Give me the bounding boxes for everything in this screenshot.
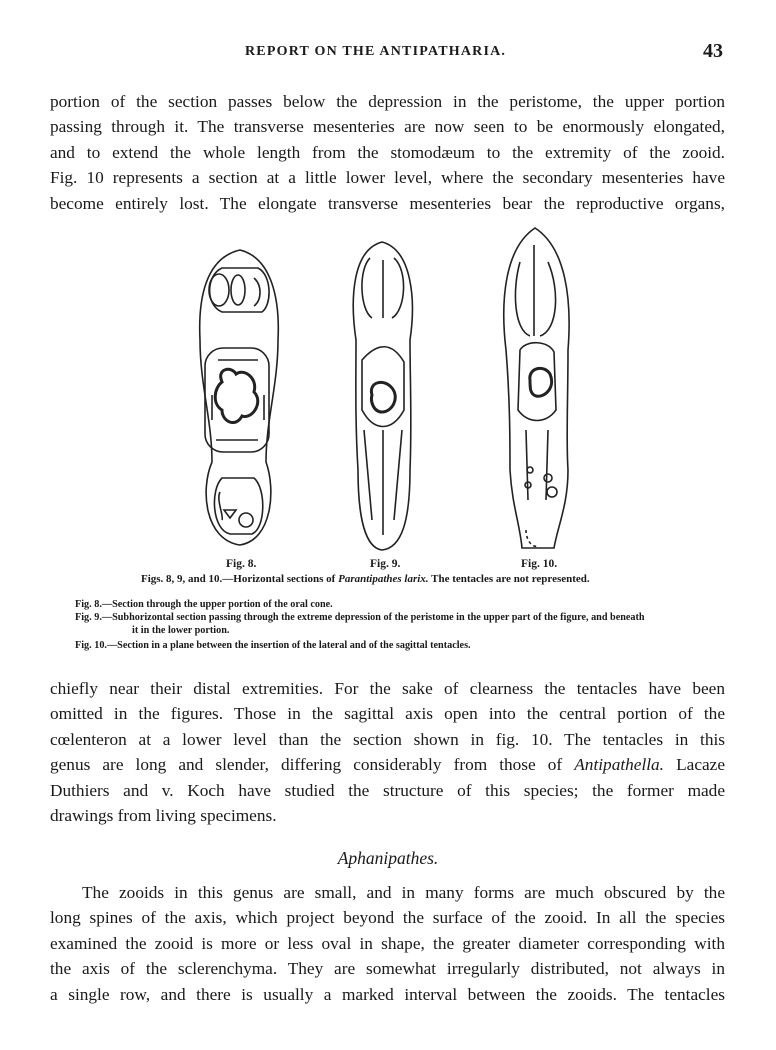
- running-title: REPORT ON THE ANTIPATHARIA.: [245, 44, 507, 59]
- text-line: [50, 752, 725, 777]
- caption-suffix: The tentacles are not represented.: [428, 573, 590, 585]
- paragraph-bottom: [50, 880, 725, 1007]
- fig-9-drawing: [353, 242, 412, 550]
- fig-9-label: Fig. 9.: [370, 558, 401, 570]
- paragraph-top: [50, 89, 725, 216]
- text-line: examined the zooid is more or less oval in shape, the greater diameter corresponding with: [50, 933, 725, 953]
- section-heading: Aphanipathes.: [337, 848, 439, 868]
- genus-name-antipathella: Antipathella.: [574, 755, 665, 775]
- text-line: become entirely lost. The elongate transverse mesenteries bear the reproductive organs,: [50, 193, 725, 213]
- caption-fig-8: Fig. 8.—Section through the upper portion of the oral cone.: [75, 599, 333, 610]
- caption-prefix: Figs. 8, 9, and 10.—Horizontal sections of: [141, 573, 339, 585]
- fig-8-drawing: [200, 250, 279, 545]
- caption-fig-10: Fig. 10.—Section in a plane between the insertion of the lateral and of the sagittal tentacles.: [75, 640, 471, 651]
- caption-species: Parantipathes larix.: [338, 573, 429, 585]
- text-line: cœlenteron at a lower level than the section shown in fig. 10. The tentacles in this: [50, 729, 725, 749]
- fig-10-label: Fig. 10.: [521, 558, 558, 570]
- text-line: Fig. 10 represents a section at a little lower level, where the secondary mesenteries have: [50, 168, 725, 188]
- text-line: passing through it. The transverse mesenteries are now seen to be enormously elongated,: [50, 117, 725, 137]
- line-pre: genus are long and slender, differing considerably from those of: [50, 755, 575, 775]
- text-line: Duthiers and v. Koch have studied the structure of this species; the former made: [50, 780, 725, 800]
- fig-8-label: Fig. 8.: [226, 558, 257, 570]
- text-line: a single row, and there is usually a marked interval between the zooids. The tentacles: [50, 984, 725, 1004]
- caption-fig-9-cont: it in the lower portion.: [132, 625, 230, 636]
- page-number: 43: [703, 40, 723, 62]
- caption-fig-9: Fig. 9.—Subhorizontal section passing through the extreme depression of the peristome in the upper part of the figure, and beneath: [75, 612, 645, 623]
- text-line: long spines of the axis, which project beyond the surface of the zooid. In all the species: [50, 908, 725, 928]
- line-post: Lacaze: [664, 755, 725, 775]
- text-line: drawings from living specimens.: [50, 806, 277, 826]
- fig-10-drawing: [504, 228, 569, 548]
- text-line: chiefly near their distal extremities. For the sake of clearness the tentacles have been: [50, 679, 725, 698]
- paragraph-middle: [50, 676, 725, 828]
- figure-sections: [0, 220, 776, 560]
- text-line: the axis of the sclerenchyma. They are somewhat irregularly distributed, not always in: [50, 959, 725, 979]
- text-line: The zooids in this genus are small, and in many forms are much obscured by the: [82, 883, 725, 902]
- text-line: omitted in the figures. Those in the sagittal axis open into the central portion of the: [50, 704, 725, 724]
- text-line: portion of the section passes below the depression in the peristome, the upper portion: [50, 92, 725, 111]
- text-line: and to extend the whole length from the stomodæum to the extremity of the zooid.: [50, 142, 725, 162]
- figure-caption-main: [141, 573, 590, 585]
